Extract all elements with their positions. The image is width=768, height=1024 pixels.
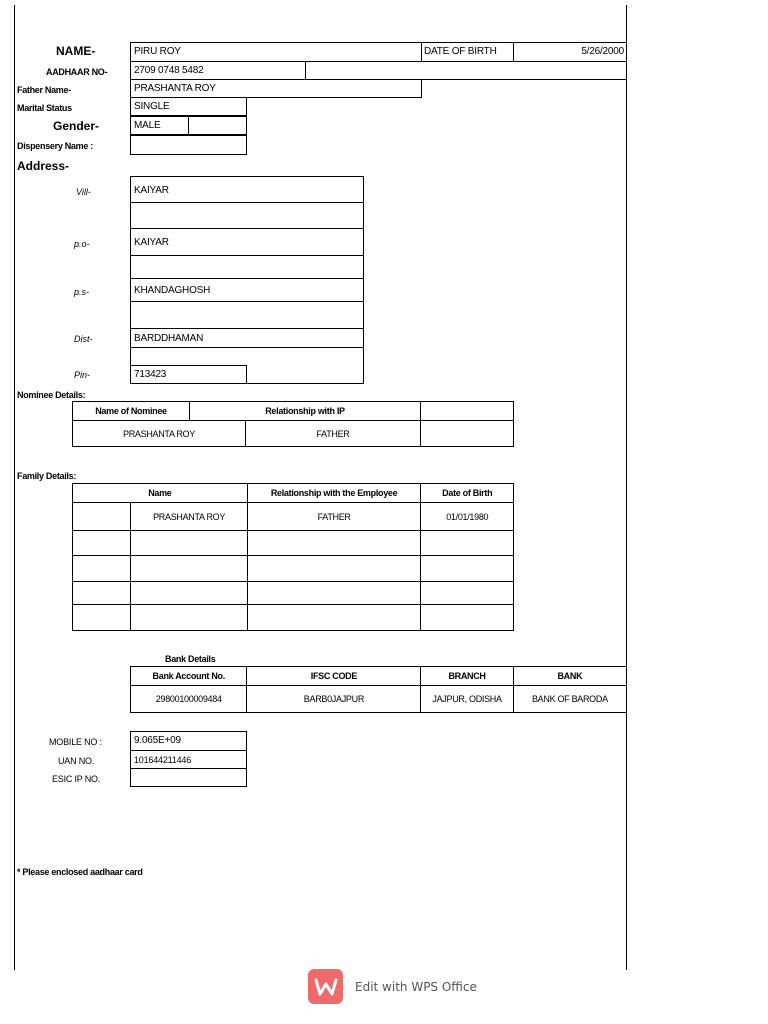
family-cell[interactable] bbox=[247, 582, 421, 605]
gender-extra-cell bbox=[188, 116, 247, 135]
family-cell[interactable] bbox=[131, 605, 247, 631]
family-cell[interactable] bbox=[247, 531, 421, 556]
bank-account-cell[interactable]: 29800100009484 bbox=[131, 686, 247, 713]
aadhaar-value: 2709 0748 5482 bbox=[134, 65, 204, 76]
nominee-details-label: Nominee Details: bbox=[17, 390, 86, 400]
family-header-dob: Date of Birth bbox=[421, 484, 514, 503]
marital-status-field[interactable] bbox=[130, 97, 247, 116]
nominee-header-extra bbox=[421, 402, 514, 421]
dob-value: 5/26/2000 bbox=[581, 46, 624, 57]
ps-line2[interactable] bbox=[130, 301, 364, 329]
family-cell[interactable] bbox=[247, 556, 421, 582]
vill-field[interactable] bbox=[130, 176, 364, 203]
esic-label: ESIC IP NO. bbox=[52, 774, 101, 784]
vill-value: KAIYAR bbox=[134, 185, 169, 196]
dist-label: Dist- bbox=[74, 334, 93, 344]
family-cell[interactable] bbox=[73, 556, 131, 582]
bank-header-bank: BANK bbox=[513, 667, 626, 686]
page-right-border bbox=[626, 5, 627, 970]
table-row bbox=[73, 531, 514, 556]
mobile-field[interactable] bbox=[130, 731, 247, 751]
nominee-table bbox=[72, 401, 514, 447]
family-cell[interactable] bbox=[73, 503, 131, 531]
ps-label: p.s- bbox=[74, 287, 90, 297]
address-label: Address- bbox=[17, 159, 70, 173]
family-cell[interactable] bbox=[421, 582, 514, 605]
marital-status-value: SINGLE bbox=[134, 101, 170, 112]
wps-edit-label: Edit with WPS Office bbox=[355, 979, 477, 994]
family-cell[interactable]: PRASHANTA ROY bbox=[131, 503, 247, 531]
marital-status-label: Marital Status bbox=[17, 103, 72, 113]
po-line2[interactable] bbox=[130, 255, 364, 279]
bank-header-ifsc: IFSC CODE bbox=[247, 667, 421, 686]
vill-line2[interactable] bbox=[130, 202, 364, 229]
dob-label-cell bbox=[421, 42, 514, 62]
aadhaar-note: * Please enclosed aadhaar card bbox=[17, 867, 143, 877]
uan-label: UAN NO. bbox=[58, 756, 95, 766]
gender-value: MALE bbox=[134, 120, 161, 131]
nominee-extra-cell[interactable] bbox=[421, 421, 514, 447]
family-cell[interactable] bbox=[73, 582, 131, 605]
aadhaar-label: AADHAAR NO- bbox=[46, 67, 108, 77]
family-cell[interactable]: FATHER bbox=[247, 503, 421, 531]
name-value: PIRU ROY bbox=[134, 46, 181, 57]
table-row bbox=[73, 503, 514, 531]
table-row bbox=[73, 582, 514, 605]
uan-value: 101644211446 bbox=[134, 755, 191, 765]
table-row bbox=[73, 605, 514, 631]
page-left-border bbox=[14, 5, 15, 970]
dob-field[interactable] bbox=[513, 42, 627, 62]
nominee-name-cell[interactable]: PRASHANTA ROY bbox=[73, 421, 246, 447]
family-header-relationship: Relationship with the Employee bbox=[247, 484, 421, 503]
bank-table bbox=[130, 666, 627, 713]
mobile-label: MOBILE NO : bbox=[49, 737, 102, 747]
wps-edit-banner[interactable] bbox=[308, 969, 477, 1004]
family-cell[interactable] bbox=[421, 605, 514, 631]
family-cell[interactable] bbox=[421, 556, 514, 582]
bank-header-account: Bank Account No. bbox=[131, 667, 247, 686]
nominee-relationship-cell[interactable]: FATHER bbox=[246, 421, 421, 447]
po-value: KAIYAR bbox=[134, 237, 169, 248]
dist-field[interactable] bbox=[130, 328, 364, 348]
aadhaar-field[interactable] bbox=[130, 61, 306, 80]
family-cell[interactable] bbox=[73, 531, 131, 556]
family-cell[interactable]: 01/01/1980 bbox=[421, 503, 514, 531]
name-field[interactable] bbox=[130, 42, 422, 62]
wps-w-logo-icon bbox=[308, 969, 343, 1004]
family-header-name: Name bbox=[73, 484, 248, 503]
bank-branch-cell[interactable]: JAJPUR, ODISHA bbox=[421, 686, 513, 713]
father-name-value: PRASHANTA ROY bbox=[134, 83, 216, 94]
nominee-header-name: Name of Nominee bbox=[73, 402, 190, 421]
mobile-value: 9.065E+09 bbox=[134, 735, 181, 746]
dispensary-field[interactable] bbox=[130, 135, 247, 155]
nominee-header-relationship: Relationship with IP bbox=[190, 402, 421, 421]
esic-field[interactable] bbox=[130, 768, 247, 787]
dist-value: BARDDHAMAN bbox=[134, 333, 204, 344]
ps-field[interactable] bbox=[130, 278, 364, 302]
ps-value: KHANDAGHOSH bbox=[134, 285, 211, 296]
gender-field[interactable] bbox=[130, 116, 189, 135]
family-cell[interactable] bbox=[247, 605, 421, 631]
uan-field[interactable] bbox=[130, 750, 247, 769]
father-name-label: Father Name- bbox=[17, 85, 71, 95]
family-cell[interactable] bbox=[421, 531, 514, 556]
family-cell[interactable] bbox=[131, 582, 247, 605]
table-row bbox=[73, 556, 514, 582]
gender-label: Gender- bbox=[53, 119, 100, 133]
aadhaar-extra-cell bbox=[305, 61, 627, 80]
family-table bbox=[72, 483, 514, 631]
bank-name-cell[interactable]: BANK OF BARODA bbox=[513, 686, 626, 713]
po-field[interactable] bbox=[130, 228, 364, 256]
family-cell[interactable] bbox=[131, 556, 247, 582]
family-details-label: Family Details: bbox=[17, 471, 77, 481]
father-name-field[interactable] bbox=[130, 79, 422, 98]
vill-label: Vill- bbox=[76, 187, 91, 197]
dob-label: DATE OF BIRTH bbox=[424, 46, 497, 57]
dispensary-label: Dispensery Name : bbox=[17, 141, 93, 151]
pin-field[interactable] bbox=[130, 365, 247, 384]
family-cell[interactable] bbox=[131, 531, 247, 556]
bank-ifsc-cell[interactable]: BARB0JAJPUR bbox=[247, 686, 421, 713]
po-label: p.o- bbox=[74, 239, 90, 249]
bank-details-label: Bank Details bbox=[165, 654, 216, 664]
family-cell[interactable] bbox=[73, 605, 131, 631]
name-label: NAME- bbox=[56, 44, 96, 58]
bank-header-branch: BRANCH bbox=[421, 667, 513, 686]
table-row bbox=[131, 686, 627, 713]
pin-label: Pin- bbox=[74, 370, 91, 380]
pin-value: 713423 bbox=[134, 369, 167, 380]
